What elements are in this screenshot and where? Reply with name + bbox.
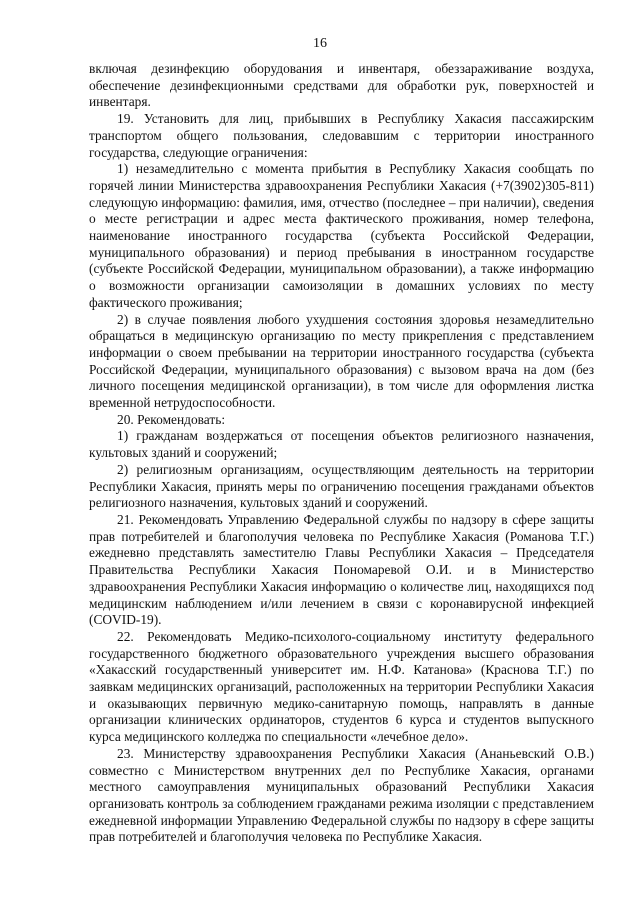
paragraph-23: 23. Министерству здравоохранения Республики Хакасия (Ананьевский О.В.) совместно с Министерством внутренних дел по Республике Хакасия, органами местного самоуправления муниципальных образований Республики Хакасия организовать контроль за соблюдением гражданами режима изоляции с представлением ежедневной информации Управлению Федеральной службы по надзору в сфере защиты прав потребителей и благополучия человека по Республике Хакасия. — [89, 745, 594, 845]
paragraph-20-item-1: 1) гражданам воздержаться от посещения объектов религиозного назначения, культовых зданий и сооружений; — [89, 428, 594, 461]
paragraph-19-item-1: 1) незамедлительно с момента прибытия в Республику Хакасия сообщать по горячей линии Министерства здравоохранения Республики Хакасия (+7(3902)305-811) следующую информацию: фамилия, имя, отчество (последнее – при наличии), сведения о месте регистрации и адрес места фактического проживания, номер телефона, наименование иностранного государства (субъекта Российской Федерации, муниципального образования) и период пребывания в иностранном государстве (субъекте Российской Федерации, муниципальном образовании), а также информацию о возможности организации самоизоляции в домашних условиях по месту фактического проживания; — [89, 161, 594, 310]
paragraph-19-item-2: 2) в случае появления любого ухудшения состояния здоровья незамедлительно обращаться в медицинскую организацию по месту прикрепления с представлением информации о своем пребывании на территории иностранного государства (субъекта Российской Федерации, муниципального образования) с вызовом врача на дом (без личного посещения медицинской организации), в том числе для оформления листка временной нетрудоспособности. — [89, 311, 594, 411]
paragraph-21: 21. Рекомендовать Управлению Федеральной службы по надзору в сфере защиты прав потребителей и благополучия человека по Республике Хакасия (Романова Т.Г.) ежедневно представлять заместителю Главы Республики Хакасия – Председателя Правительства Республики Хакасия Пономаревой О.И. и в Министерство здравоохранения Республики Хакасия информацию о количестве лиц, находящихся под медицинским наблюдением и/или лечением в связи с коронавирусной инфекцией (COVID-19). — [89, 511, 594, 628]
document-body — [89, 61, 594, 846]
paragraph-20-item-2: 2) религиозным организациям, осуществляющим деятельность на территории Республики Хакасия, принять меры по ограничению посещения гражданами объектов религиозного назначения, культовых зданий и сооружений. — [89, 461, 594, 511]
paragraph-continuation: включая дезинфекцию оборудования и инвентаря, обеззараживание воздуха, обеспечение дезинфекционными средствами для обработки рук, поверхностей и инвентаря. — [89, 61, 594, 110]
paragraph-19: 19. Установить для лиц, прибывших в Республику Хакасия пассажирским транспортом общего пользования, следовавшим с территории иностранного государства, следующие ограничения: — [89, 111, 594, 160]
paragraph-20: 20. Рекомендовать: — [117, 411, 226, 427]
paragraph-22: 22. Рекомендовать Медико-психолого-социальному институту федерального государственного бюджетного образовательного учреждения высшего образования «Хакасский государственный университет им. Н.Ф. Катанова» (Краснова Т.Г.) по заявкам медицинских организаций, расположенных на территории Республики Хакасия и оказывающих первичную медико-санитарную помощь, направлять в данные организации клинических ординаторов, студентов 6 курса и студентов выпускного курса медицинского колледжа по специальности «лечебное дело». — [89, 628, 594, 745]
page-number: 16 — [313, 36, 327, 51]
